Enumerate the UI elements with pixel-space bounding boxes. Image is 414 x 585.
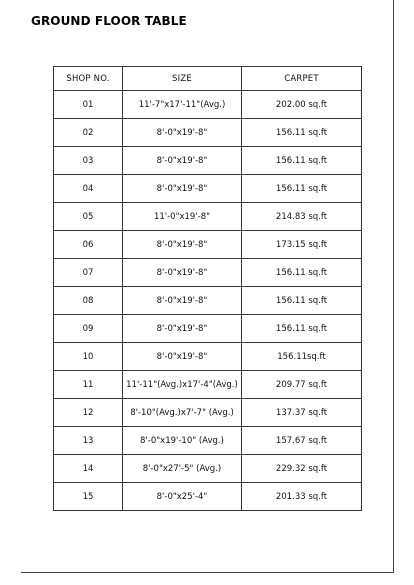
cell-size: 8'-0"x19'-8" [123,259,242,287]
cell-shop-no: 07 [54,259,123,287]
cell-carpet: 156.11 sq.ft [242,259,362,287]
cell-carpet: 156.11 sq.ft [242,287,362,315]
cell-carpet: 156.11 sq.ft [242,315,362,343]
header-shop-no: SHOP NO. [54,67,123,91]
table-row [54,175,362,203]
cell-size: 11'-7"x17'-11"(Avg.) [123,91,242,119]
cell-size: 8'-0"x25'-4" [123,483,242,511]
cell-carpet: 214.83 sq.ft [242,203,362,231]
table-row [54,483,362,511]
cell-shop-no: 03 [54,147,123,175]
header-size: SIZE [123,67,242,91]
cell-carpet: 209.77 sq.ft [242,371,362,399]
table-row [54,287,362,315]
cell-carpet: 202.00 sq.ft [242,91,362,119]
table-row [54,203,362,231]
cell-carpet: 173.15 sq.ft [242,231,362,259]
cell-size: 8'-0"x27'-5" (Avg.) [123,455,242,483]
cell-shop-no: 04 [54,175,123,203]
table-row [54,315,362,343]
cell-shop-no: 13 [54,427,123,455]
page-title: GROUND FLOOR TABLE [31,14,187,28]
cell-shop-no: 06 [54,231,123,259]
cell-size: 8'-0"x19'-8" [123,175,242,203]
cell-carpet: 156.11 sq.ft [242,147,362,175]
cell-size: 8'-0"x19'-8" [123,119,242,147]
cell-size: 8'-0"x19'-10" (Avg.) [123,427,242,455]
cell-shop-no: 14 [54,455,123,483]
table-row [54,399,362,427]
cell-shop-no: 10 [54,343,123,371]
cell-carpet: 157.67 sq.ft [242,427,362,455]
cell-shop-no: 02 [54,119,123,147]
table-row [54,427,362,455]
cell-size: 11'-11"(Avg.)x17'-4"(Avg.) [123,371,242,399]
table-header-row [54,67,362,91]
cell-carpet: 137.37 sq.ft [242,399,362,427]
cell-shop-no: 12 [54,399,123,427]
table-row [54,259,362,287]
table-row [54,119,362,147]
cell-size: 8'-0"x19'-8" [123,287,242,315]
cell-carpet: 156.11 sq.ft [242,175,362,203]
cell-shop-no: 08 [54,287,123,315]
cell-shop-no: 11 [54,371,123,399]
cell-shop-no: 15 [54,483,123,511]
ground-floor-table [53,66,362,511]
cell-carpet: 156.11sq.ft [242,343,362,371]
cell-carpet: 156.11 sq.ft [242,119,362,147]
cell-carpet: 229.32 sq.ft [242,455,362,483]
table-row [54,343,362,371]
cell-shop-no: 09 [54,315,123,343]
cell-size: 11'-0"x19'-8" [123,203,242,231]
table-row [54,147,362,175]
header-carpet: CARPET [242,67,362,91]
cell-size: 8'-10"(Avg.)x7'-7" (Avg.) [123,399,242,427]
table-row [54,231,362,259]
cell-size: 8'-0"x19'-8" [123,343,242,371]
cell-shop-no: 05 [54,203,123,231]
cell-size: 8'-0"x19'-8" [123,231,242,259]
table-row [54,91,362,119]
table-row [54,371,362,399]
cell-carpet: 201.33 sq.ft [242,483,362,511]
cell-size: 8'-0"x19'-8" [123,315,242,343]
table-row [54,455,362,483]
cell-shop-no: 01 [54,91,123,119]
cell-size: 8'-0"x19'-8" [123,147,242,175]
